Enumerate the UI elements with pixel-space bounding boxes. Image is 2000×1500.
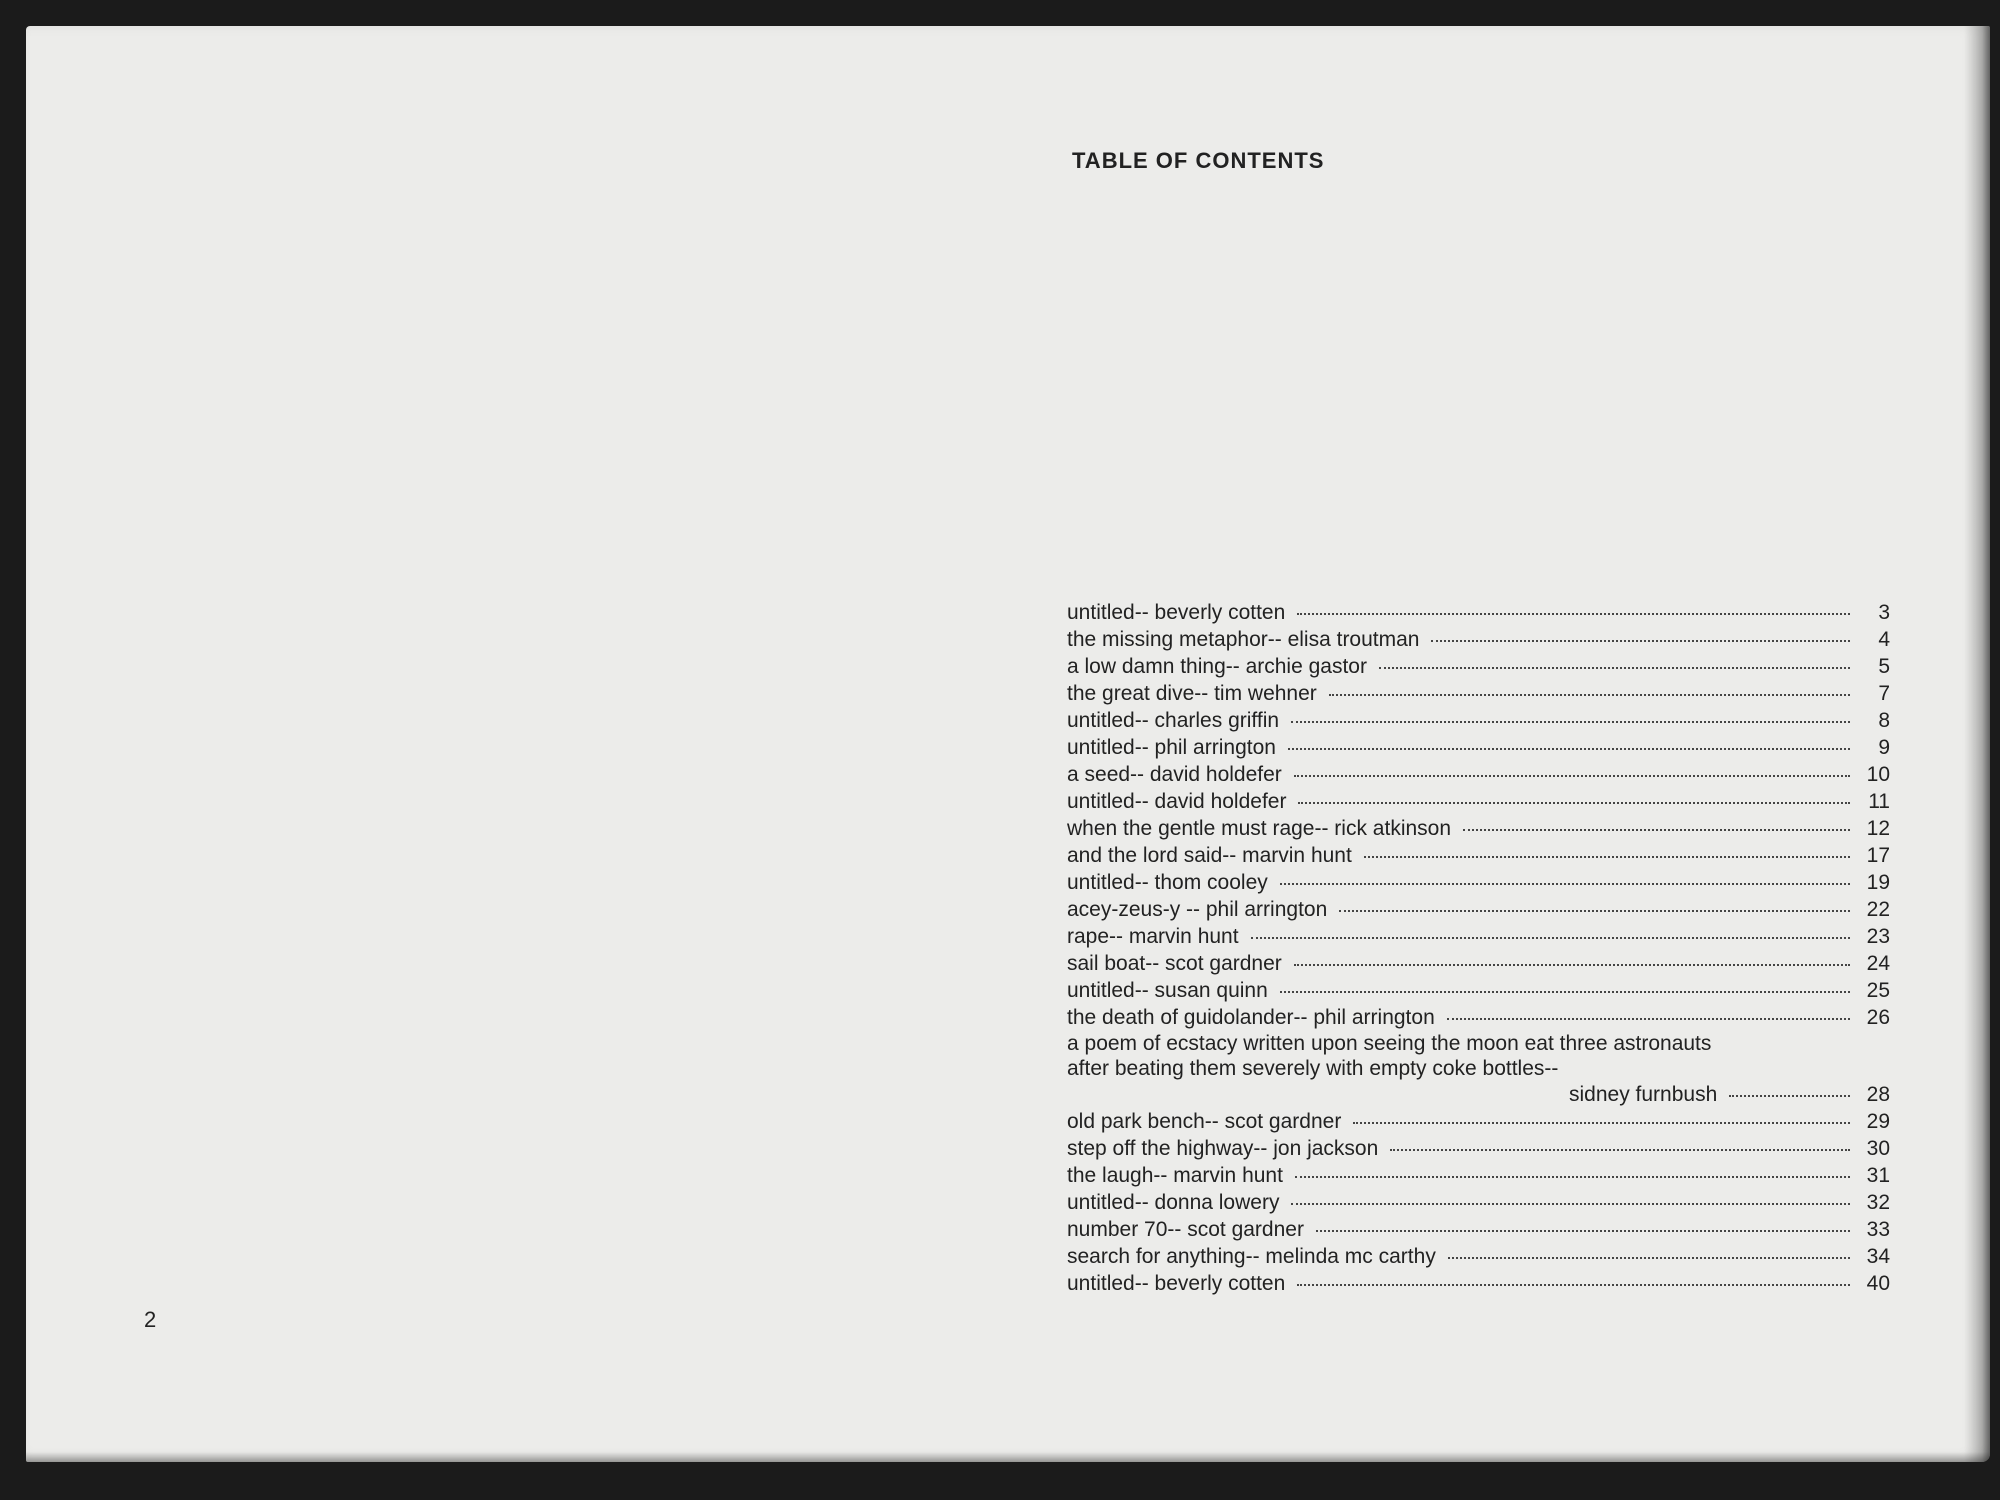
toc-entry-page: 8 [1878, 709, 1890, 732]
toc-entry [1067, 734, 1890, 761]
toc-entry-page: 24 [1866, 952, 1890, 975]
dot-leader [1280, 991, 1850, 993]
dot-leader [1463, 829, 1850, 831]
dot-leader [1353, 1122, 1850, 1124]
toc-entry [1067, 1189, 1890, 1216]
toc-entry-title: a seed-- david holdefer [1067, 763, 1282, 786]
toc-entry-title-line1: a poem of ecstacy written upon seeing the moon eat three astronauts [1067, 1032, 1712, 1055]
toc-entry-title: the missing metaphor-- elisa troutman [1067, 628, 1420, 651]
toc-entry-title: when the gentle must rage-- rick atkinson [1067, 817, 1452, 840]
dot-leader [1294, 964, 1850, 966]
page-spine-shadow [1964, 26, 1990, 1462]
toc-entry-title: the death of guidolander-- phil arrington [1067, 1006, 1435, 1029]
dot-leader [1251, 937, 1850, 939]
toc-entry-title: rape-- marvin hunt [1067, 925, 1239, 948]
toc-entry-page: 9 [1878, 736, 1890, 759]
toc-entry-page: 25 [1866, 979, 1890, 1002]
toc-entry [1067, 626, 1890, 653]
toc-entry-page: 40 [1866, 1272, 1890, 1295]
toc-entry-page: 32 [1866, 1191, 1890, 1214]
dot-leader [1297, 613, 1850, 615]
toc-entry-title: search for anything-- melinda mc carthy [1067, 1245, 1436, 1268]
toc-entry-title: untitled-- charles griffin [1067, 709, 1280, 732]
dot-leader [1316, 1230, 1850, 1232]
toc-entry [1067, 707, 1890, 734]
toc-entry-title: untitled-- thom cooley [1067, 871, 1268, 894]
dot-leader [1431, 640, 1850, 642]
toc-entry [1067, 869, 1890, 896]
toc-entry [1067, 842, 1890, 869]
toc-entry-page: 19 [1866, 871, 1890, 894]
toc-entry [1067, 1162, 1890, 1189]
toc-entry [1067, 599, 1890, 626]
toc-entry [1067, 1270, 1890, 1297]
toc-entry [1067, 923, 1890, 950]
toc-entry-author-line [1067, 1081, 1890, 1108]
dot-leader [1390, 1149, 1850, 1151]
toc-entry-title: untitled-- donna lowery [1067, 1191, 1280, 1214]
toc-entry [1067, 1004, 1890, 1031]
toc-entry [1067, 977, 1890, 1004]
toc-entry [1067, 680, 1890, 707]
toc-entries-after [1067, 1108, 1890, 1297]
toc-entry-page: 23 [1866, 925, 1890, 948]
toc-entry-page: 17 [1866, 844, 1890, 867]
toc-entry [1067, 1216, 1890, 1243]
toc-entry-page: 30 [1866, 1137, 1890, 1160]
page-title: TABLE OF CONTENTS [1072, 148, 1325, 173]
dot-leader [1447, 1018, 1850, 1020]
toc-entry [1067, 896, 1890, 923]
dot-leader [1729, 1095, 1850, 1097]
toc-entry-title: untitled-- phil arrington [1067, 736, 1276, 759]
dot-leader [1288, 748, 1850, 750]
toc-entry-page: 29 [1866, 1110, 1890, 1133]
toc-entry [1067, 653, 1890, 680]
toc-entry-page: 11 [1868, 790, 1890, 813]
toc-entry [1067, 815, 1890, 842]
toc-entry-title: a low damn thing-- archie gastor [1067, 655, 1367, 678]
toc-entry [1067, 1108, 1890, 1135]
page-bottom-edge [26, 1452, 1990, 1462]
toc-entries-before [1067, 599, 1890, 1031]
toc-entry [1067, 950, 1890, 977]
toc-entry-title: and the lord said-- marvin hunt [1067, 844, 1352, 867]
toc-entry-title: untitled-- beverly cotten [1067, 601, 1286, 624]
toc-entry-title: step off the highway-- jon jackson [1067, 1137, 1379, 1160]
dot-leader [1297, 1284, 1850, 1286]
toc-entry-title-line2: after beating them severely with empty coke bottles-- [1067, 1057, 1559, 1080]
toc-entry-title: untitled-- beverly cotten [1067, 1272, 1286, 1295]
toc-entry-title: the great dive-- tim wehner [1067, 682, 1317, 705]
dot-leader [1294, 775, 1850, 777]
toc-entry-title: the laugh-- marvin hunt [1067, 1164, 1283, 1187]
toc-entry [1067, 1243, 1890, 1270]
page-number: 2 [144, 1307, 157, 1332]
toc-entry-title: sail boat-- scot gardner [1067, 952, 1282, 975]
dot-leader [1295, 1176, 1850, 1178]
dot-leader [1329, 694, 1850, 696]
toc-entry [1067, 788, 1890, 815]
toc-entry-title: untitled-- susan quinn [1067, 979, 1268, 1002]
toc-entry-title: acey-zeus-y -- phil arrington [1067, 898, 1328, 921]
toc-entry-page: 33 [1866, 1218, 1890, 1241]
dot-leader [1379, 667, 1850, 669]
toc-entry [1067, 761, 1890, 788]
book-page [26, 26, 1990, 1462]
toc-entry-page: 28 [1866, 1083, 1890, 1106]
dot-leader [1291, 1203, 1850, 1205]
dot-leader [1339, 910, 1850, 912]
dot-leader [1448, 1257, 1850, 1259]
toc-entry-author: sidney furnbush [1569, 1083, 1718, 1106]
toc-entry-page: 7 [1878, 682, 1890, 705]
dot-leader [1298, 802, 1850, 804]
toc-entry-page: 34 [1866, 1245, 1890, 1268]
toc-entry-page: 5 [1878, 655, 1890, 678]
toc-entry-title: old park bench-- scot gardner [1067, 1110, 1342, 1133]
toc-entry-title: number 70-- scot gardner [1067, 1218, 1304, 1241]
toc-entry-page: 3 [1878, 601, 1890, 624]
toc-entry-page: 26 [1866, 1006, 1890, 1029]
toc-entry-page: 4 [1878, 628, 1890, 651]
toc-entry-page: 31 [1866, 1164, 1890, 1187]
toc-entry [1067, 1135, 1890, 1162]
toc-entry-page: 10 [1866, 763, 1890, 786]
dot-leader [1280, 883, 1850, 885]
toc-list [1067, 599, 1890, 1297]
toc-entry-title: untitled-- david holdefer [1067, 790, 1287, 813]
toc-entry-page: 22 [1866, 898, 1890, 921]
toc-entry-multiline [1067, 1031, 1890, 1108]
dot-leader [1291, 721, 1850, 723]
toc-entry-page: 12 [1866, 817, 1890, 840]
dot-leader [1364, 856, 1850, 858]
